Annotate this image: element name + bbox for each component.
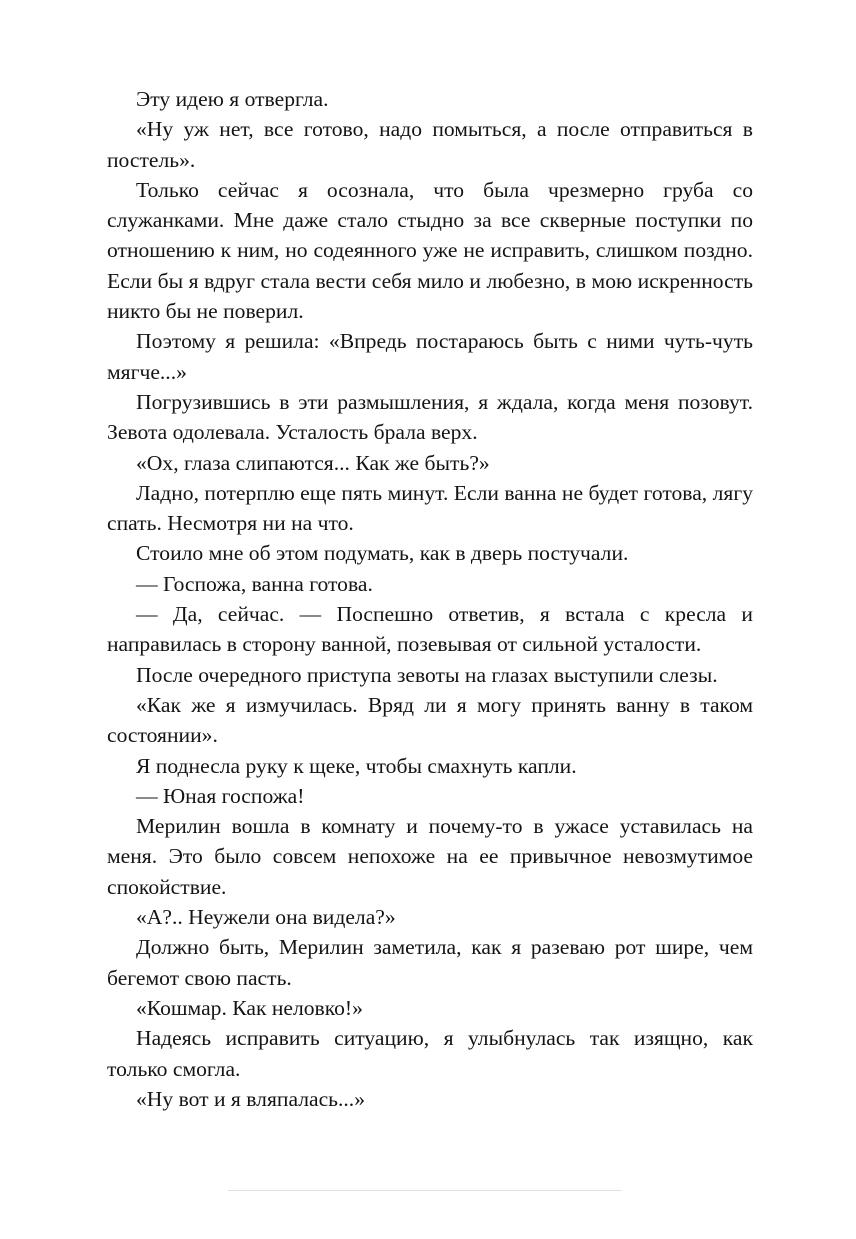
footer-divider bbox=[228, 1190, 622, 1191]
paragraph: — Госпожа, ванна готова. bbox=[136, 571, 373, 596]
paragraph: Мерилин вошла в комнату и почему-то в ужасе уставилась на меня. Это было совсем непохоже на ее привычное невозмутимое спокойствие. bbox=[107, 814, 753, 899]
paragraph: Надеясь исправить ситуацию, я улыбнулась так изящно, как только смогла. bbox=[107, 1026, 753, 1081]
book-page-text bbox=[107, 84, 753, 1114]
paragraph: Эту идею я отвергла. bbox=[136, 87, 329, 111]
paragraph: «Ну вот и я вляпалась...» bbox=[136, 1086, 366, 1111]
paragraph: После очередного приступа зевоты на глазах выступили слезы. bbox=[136, 662, 718, 687]
paragraph: «Как же я измучилась. Вряд ли я могу принять ванну в таком состоянии». bbox=[107, 692, 753, 748]
paragraph: — Юная госпожа! bbox=[136, 783, 305, 808]
paragraph: Погрузившись в эти размышления, я ждала, когда меня позовут. Зевота одолевала. Усталость брала верх. bbox=[107, 389, 753, 445]
paragraph: Ладно, потерплю еще пять минут. Если ванна не будет готова, лягу спать. Несмотря ни на что. bbox=[107, 480, 753, 536]
paragraph: Только сейчас я осознала, что была чрезмерно груба со служанками. Мне даже стало стыдно за все скверные поступки по отношению к ним, но содеянного уже не исправить, слишком поздно. Если бы я вдруг стала вести себя мило и любезно, в мою искренность никто бы не поверил. bbox=[107, 177, 753, 324]
paragraph: Стоило мне об этом подумать, как в дверь постучали. bbox=[136, 541, 629, 566]
paragraph: «Ну уж нет, все готово, надо помыться, а после отправиться в постель». bbox=[107, 117, 753, 172]
paragraph: «Кошмар. Как неловко!» bbox=[136, 995, 363, 1020]
paragraph: Поэтому я решила: «Впредь постараюсь быть с ними чуть-чуть мягче...» bbox=[107, 329, 753, 384]
paragraph: Должно быть, Мерилин заметила, как я разеваю рот шире, чем бегемот свою пасть. bbox=[107, 935, 753, 990]
paragraph: «Ох, глаза слипаются... Как же быть?» bbox=[136, 450, 490, 475]
paragraph: — Да, сейчас. — Поспешно ответив, я встала с кресла и направилась в сторону ванной, позевывая от сильной усталости. bbox=[107, 602, 753, 657]
paragraph: «А?.. Неужели она видела?» bbox=[136, 905, 396, 930]
paragraph: Я поднесла руку к щеке, чтобы смахнуть капли. bbox=[136, 753, 577, 778]
